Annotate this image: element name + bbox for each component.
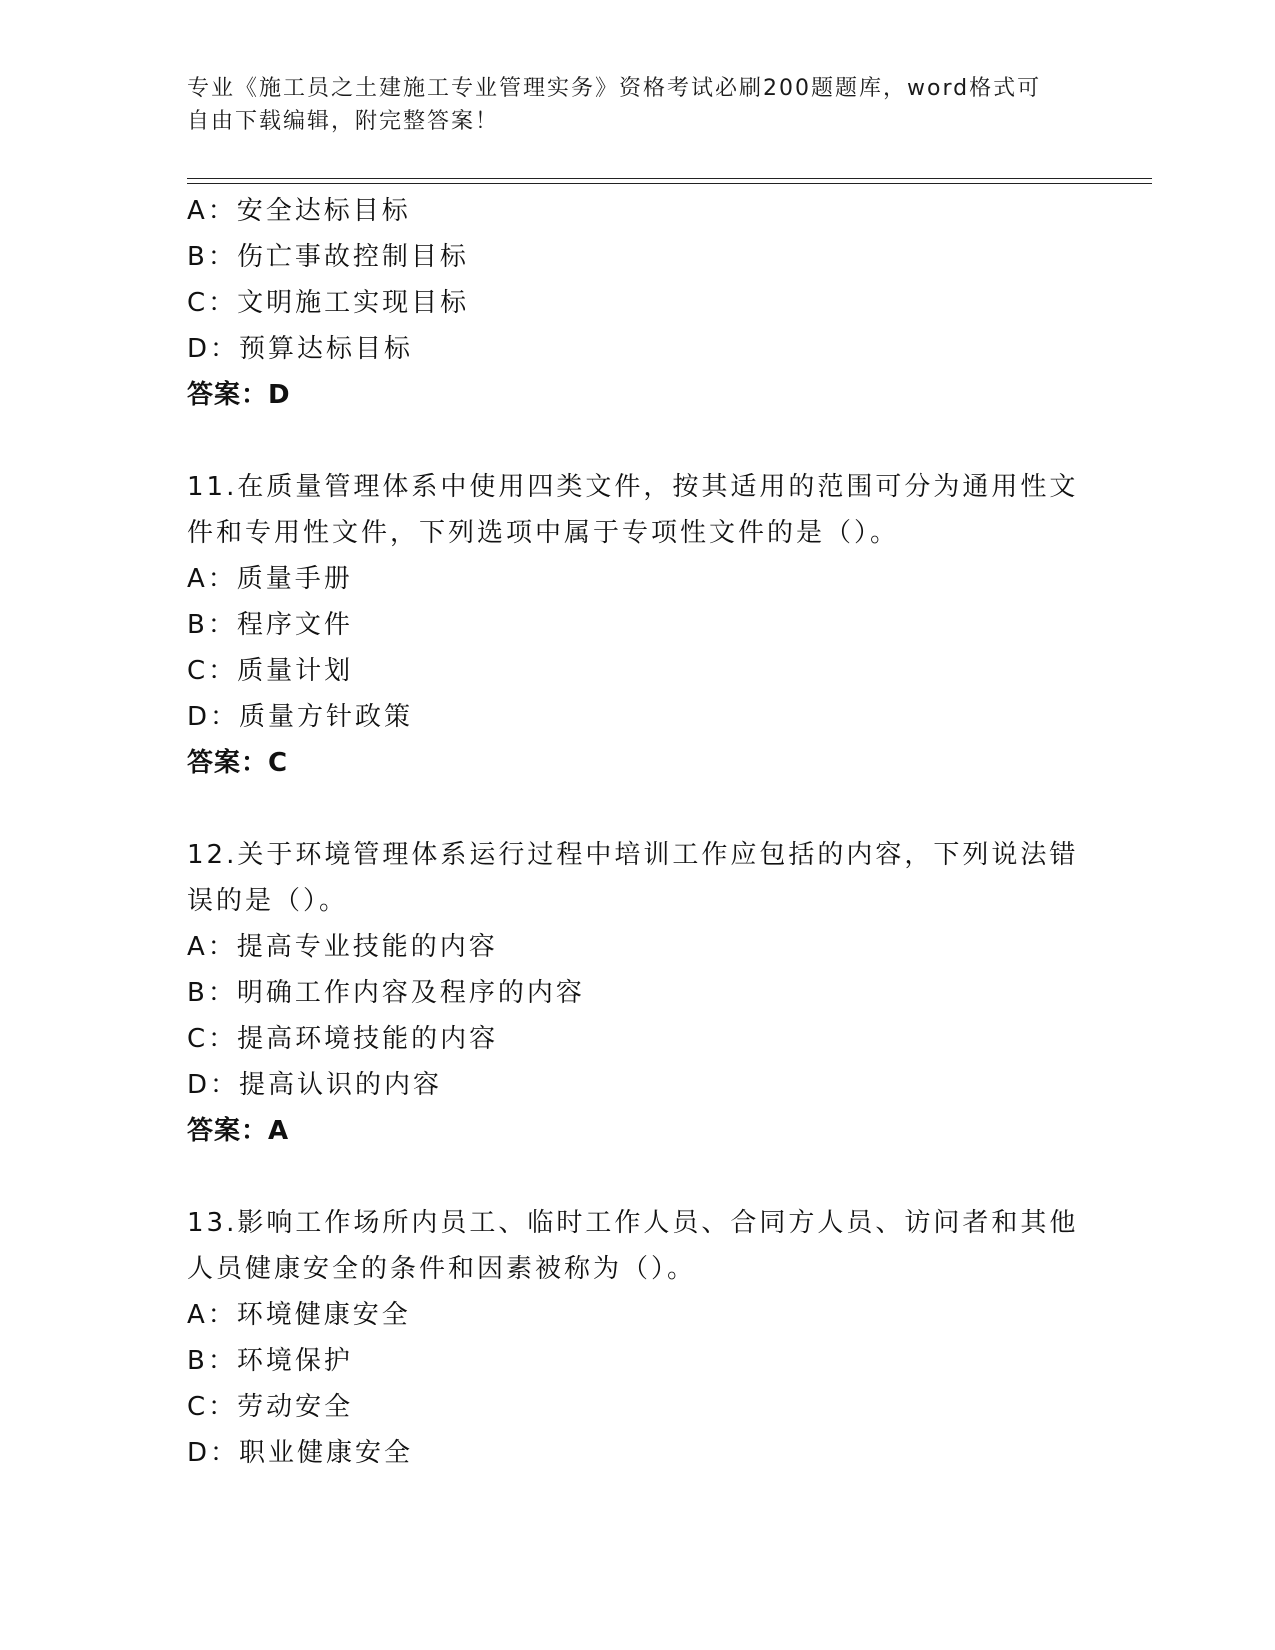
option-c: C：劳动安全 (187, 1392, 354, 1422)
spacer (187, 418, 1087, 464)
question-block-11 (187, 464, 1087, 786)
option-b: B：明确工作内容及程序的内容 (187, 978, 585, 1008)
header-divider-bottom (187, 183, 1152, 184)
answer: 答案：D (187, 380, 291, 410)
option-d: D：提高认识的内容 (187, 1070, 443, 1100)
spacer (187, 1154, 1087, 1200)
question-text-line-2: 件和专用性文件，下列选项中属于专项性文件的是（）。 (187, 518, 900, 548)
option-c: C：质量计划 (187, 656, 354, 686)
header-line-1: 专业《施工员之土建施工专业管理实务》资格考试必刷200题题库，word格式可 (187, 76, 1042, 101)
question-text-line-2: 误的是（）。 (187, 886, 349, 916)
question-text-line-1: 12.关于环境管理体系运行过程中培训工作应包括的内容，下列说法错 (187, 840, 1079, 870)
question-block-12 (187, 832, 1087, 1154)
option-a: A：安全达标目标 (187, 196, 411, 226)
header-divider-top (187, 178, 1152, 179)
option-a: A：提高专业技能的内容 (187, 932, 498, 962)
option-d: D：质量方针政策 (187, 702, 414, 732)
answer: 答案：A (187, 1116, 290, 1146)
option-b: B：程序文件 (187, 610, 353, 640)
question-block-13 (187, 1200, 1087, 1476)
question-block-previous (187, 188, 1087, 418)
answer: 答案：C (187, 748, 289, 778)
option-c: C：提高环境技能的内容 (187, 1024, 499, 1054)
option-b: B：伤亡事故控制目标 (187, 242, 469, 272)
question-content (187, 188, 1087, 1476)
option-d: D：预算达标目标 (187, 334, 414, 364)
question-text-line-1: 13.影响工作场所内员工、临时工作人员、合同方人员、访问者和其他 (187, 1208, 1079, 1238)
question-text-line-2: 人员健康安全的条件和因素被称为（）。 (187, 1254, 697, 1284)
option-b: B：环境保护 (187, 1346, 353, 1376)
option-d: D：职业健康安全 (187, 1438, 414, 1468)
option-a: A：环境健康安全 (187, 1300, 411, 1330)
option-a: A：质量手册 (187, 564, 353, 594)
spacer (187, 786, 1087, 832)
question-text-line-1: 11.在质量管理体系中使用四类文件，按其适用的范围可分为通用性文 (187, 472, 1079, 502)
header-line-2: 自由下载编辑，附完整答案！ (187, 109, 500, 134)
document-header (187, 72, 1067, 138)
option-c: C：文明施工实现目标 (187, 288, 470, 318)
